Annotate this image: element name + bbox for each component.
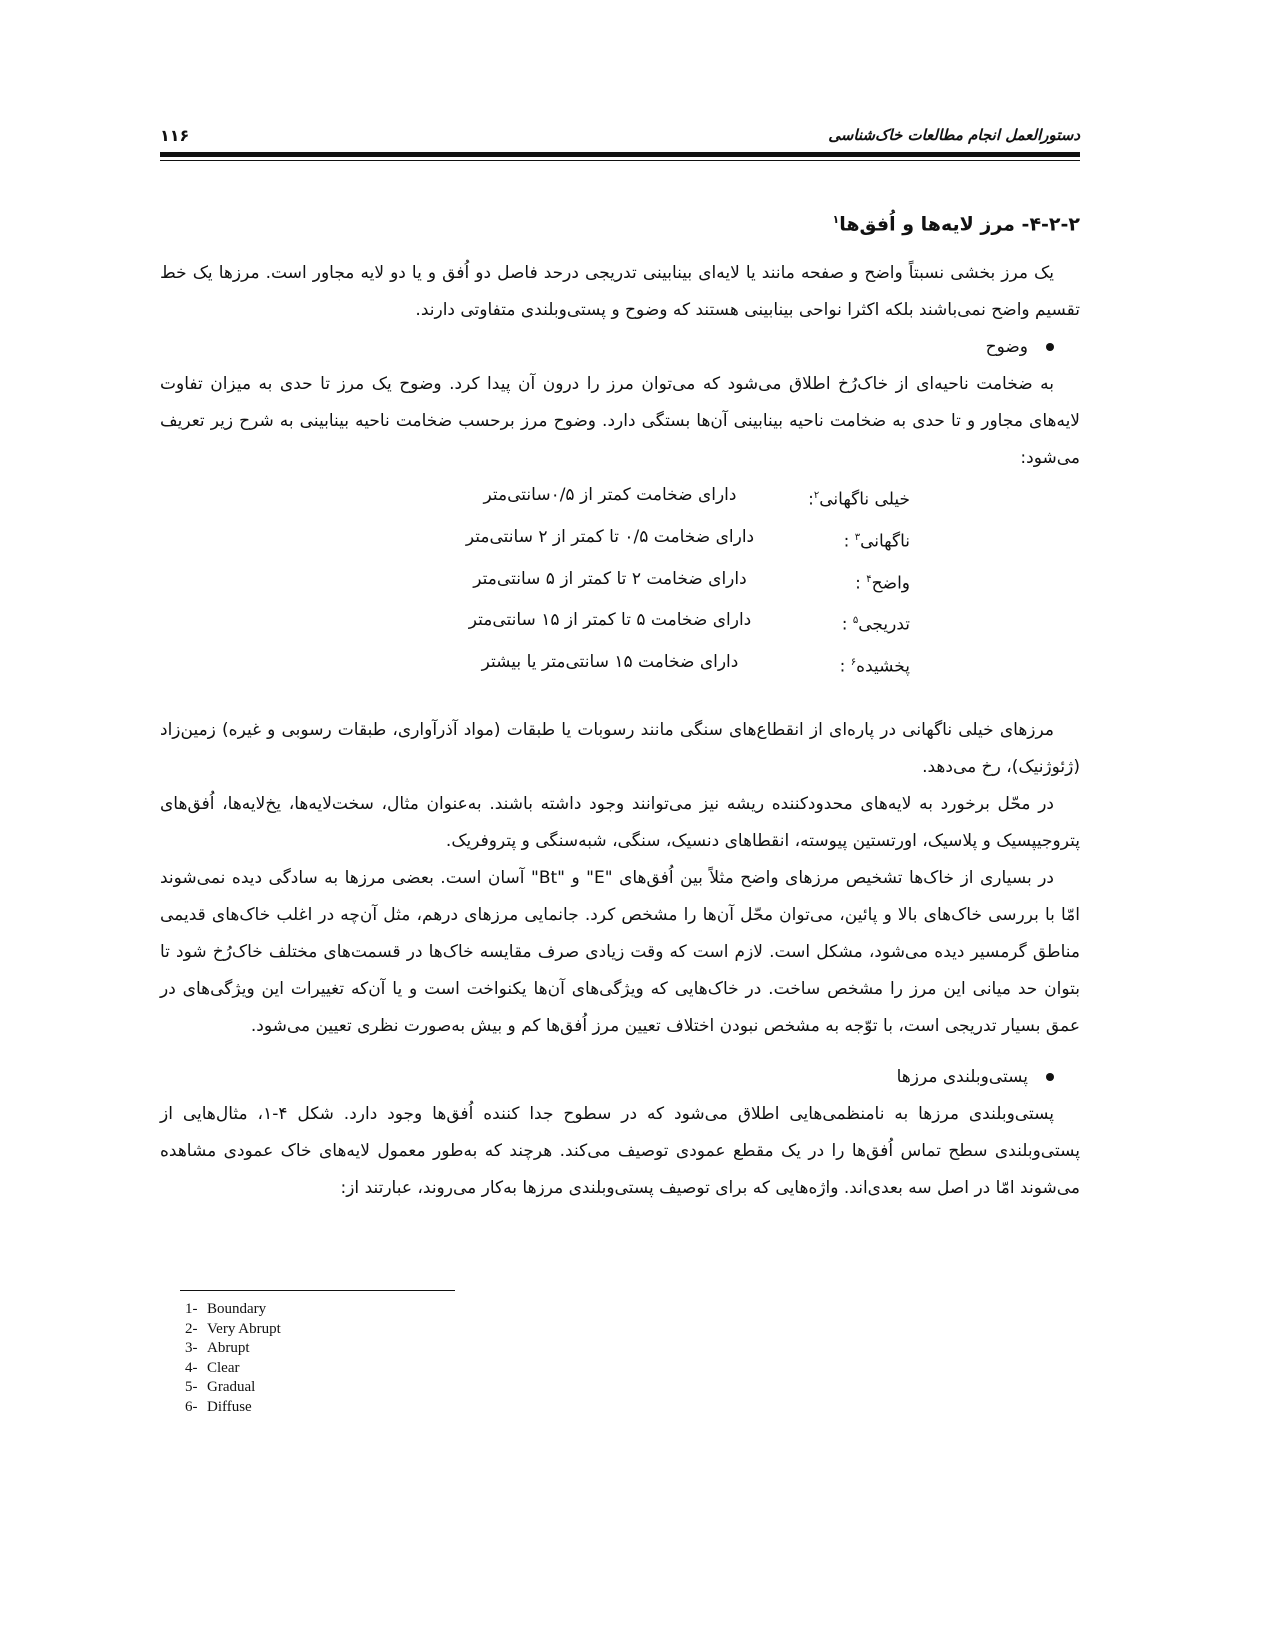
running-title: دستورالعمل انجام مطالعات خاک‌شناسی	[828, 126, 1080, 144]
definition-row	[160, 644, 910, 686]
definition-term: تدریجی$^۵$ :	[841, 614, 910, 635]
section-title-text: ۴-۲-۲- مرز لایه‌ها و اُفق‌ها	[839, 213, 1080, 236]
definition-desc: دارای ضخامت ۱۵ سانتی‌متر یا بیشتر	[481, 651, 739, 672]
definition-row	[160, 561, 910, 603]
clarity-bullet	[160, 329, 1054, 366]
footnote: 4- Clear	[185, 1359, 240, 1376]
intro-paragraph: یک مرز بخشی نسبتاً واضح و صفحه مانند یا لایه‌ای بینابینی تدریجی درحد فاصل دو اُفق و یا دو لایه مجاور است. مرزها یک خط تقسیم واضح نمی‌باشند بلکه اکثرا نواحی بینابینی هستند که وضوح و پستی‌وبلندی متفاوتی دارند.	[160, 263, 1080, 321]
topography-paragraph: پستی‌وبلندی مرزها به نامنظمی‌هایی اطلاق می‌شود که در سطوح جدا کننده اُفق‌ها وجود دارد. شکل ۴-۱، مثال‌هایی از پستی‌وبلندی سطح تماس اُفق‌ها را در یک مقطع عمودی توصیف می‌کند. هرچند که به‌طور معمول لایه‌های خاک عمودی مشاهده می‌شوند امّا در اصل سه بعدی‌اند. واژه‌هایی که برای توصیف پستی‌وبلندی مرزها به‌کار می‌روند، عبارتند از:	[160, 1103, 1080, 1198]
many-soils-paragraph: در بسیاری از خاک‌ها تشخیص مرزهای واضح مثلاً بین اُفق‌های "E" و "Bt" آسان است. بعضی مرزها به سادگی دیده نمی‌شوند امّا با بررسی خاک‌های بالا و پائین، می‌توان محّل آن‌ها را مشخص کرد. جانمایی مرزهای درهم، مثل آن‌چه در اغلب خاک‌های قدیمی مناطق گرمسیر دیده می‌شود، مشکل است. لازم است که وقت زیادی صرف مقایسه خاک‌ها در قسمت‌های مختلف خاک‌رُخ شود تا بتوان حد میانی این مرز را مشخص ساخت. در خاک‌هایی که ویژگی‌های آن‌ها یکنواخت است و یا آن‌که تغییرات این ویژگی‌های در عمق بسیار تدریجی است، با توّجه به مشخص نبودن اختلاف تعیین مرز اُفق‌ها کم و بیش به‌صورت نظری تعیین می‌شود.	[160, 867, 1080, 1036]
definition-row	[160, 519, 910, 561]
page-content	[160, 205, 1080, 1207]
definition-term: پخشیده$^۶$ :	[839, 656, 910, 677]
definition-list	[160, 477, 1080, 685]
footnote: 2- Very Abrupt	[185, 1320, 281, 1337]
definition-desc: دارای ضخامت ۰/۵ تا کمتر از ۲ سانتی‌متر	[465, 526, 755, 547]
definition-desc: دارای ضخامت ۲ تا کمتر از ۵ سانتی‌متر	[473, 568, 747, 589]
clarity-bullet-label: وضوح	[985, 337, 1028, 358]
topography-bullet	[160, 1059, 1054, 1096]
abrupt-paragraph: مرزهای خیلی ناگهانی در پاره‌ای از انقطاع‌های سنگی مانند رسوبات یا طبقات (مواد آذرآواری، طبقات رسوبی و غیره) زمین‌زاد (ژئوژنیک)، رخ می‌دهد.	[160, 719, 1080, 777]
footnotes	[185, 1300, 281, 1417]
page-header	[160, 118, 1080, 148]
section-title	[160, 205, 1080, 239]
spacer	[160, 686, 1080, 712]
header-rule-thin	[160, 160, 1080, 161]
spacer	[160, 1045, 1080, 1059]
root-paragraph: در محّل برخورد به لایه‌های محدودکننده ریشه نیز می‌توانند وجود داشته باشند. به‌عنوان مثال، سخت‌لایه‌ها، یخ‌لایه‌ها، اُفق‌های پتروجیپسیک و پلاسیک، اورتستین پیوسته، انقطاهای دنسیک، سنگی، شبه‌سنگی و پتروفریک.	[160, 793, 1080, 851]
definition-term: ناگهانی$^۳$ :	[843, 531, 910, 552]
definition-desc: دارای ضخامت کمتر از ۰/۵سانتی‌متر	[483, 485, 737, 506]
definition-desc: دارای ضخامت ۵ تا کمتر از ۱۵ سانتی‌متر	[468, 610, 752, 631]
footnote: 5- Gradual	[185, 1379, 256, 1395]
header-rule-thick	[160, 152, 1080, 157]
clarity-paragraph: به ضخامت ناحیه‌ای از خاک‌رُخ اطلاق می‌شود که می‌توان مرز را درون آن پیدا کرد. وضوح یک مرز تا حدی به میزان تفاوت لایه‌های مجاور و تا حدی به ضخامت ناحیه بینابینی آن‌ها بستگی دارد. وضوح مرز برحسب ضخامت ناحیه بینابینی به شرح زیر تعریف می‌شود:	[160, 374, 1080, 469]
definition-term: خیلی ناگهانی$^۲$:	[808, 489, 910, 510]
definition-row	[160, 602, 910, 644]
bullet-dot-icon	[1046, 343, 1054, 351]
section-title-footnote-ref: ۱	[832, 213, 840, 226]
bullet-dot-icon	[1046, 1073, 1054, 1081]
footnote: 6- Diffuse	[185, 1398, 252, 1415]
footnote-rule	[180, 1290, 455, 1291]
footnote: 1- Boundary	[185, 1301, 267, 1317]
footnote: 3- Abrupt	[185, 1340, 250, 1356]
topography-bullet-label: پستی‌وبلندی مرزها	[896, 1066, 1028, 1087]
definition-term: واضح$^۴$ :	[855, 573, 910, 594]
definition-row	[160, 477, 910, 519]
page-number: ۱۱۶	[160, 126, 190, 145]
